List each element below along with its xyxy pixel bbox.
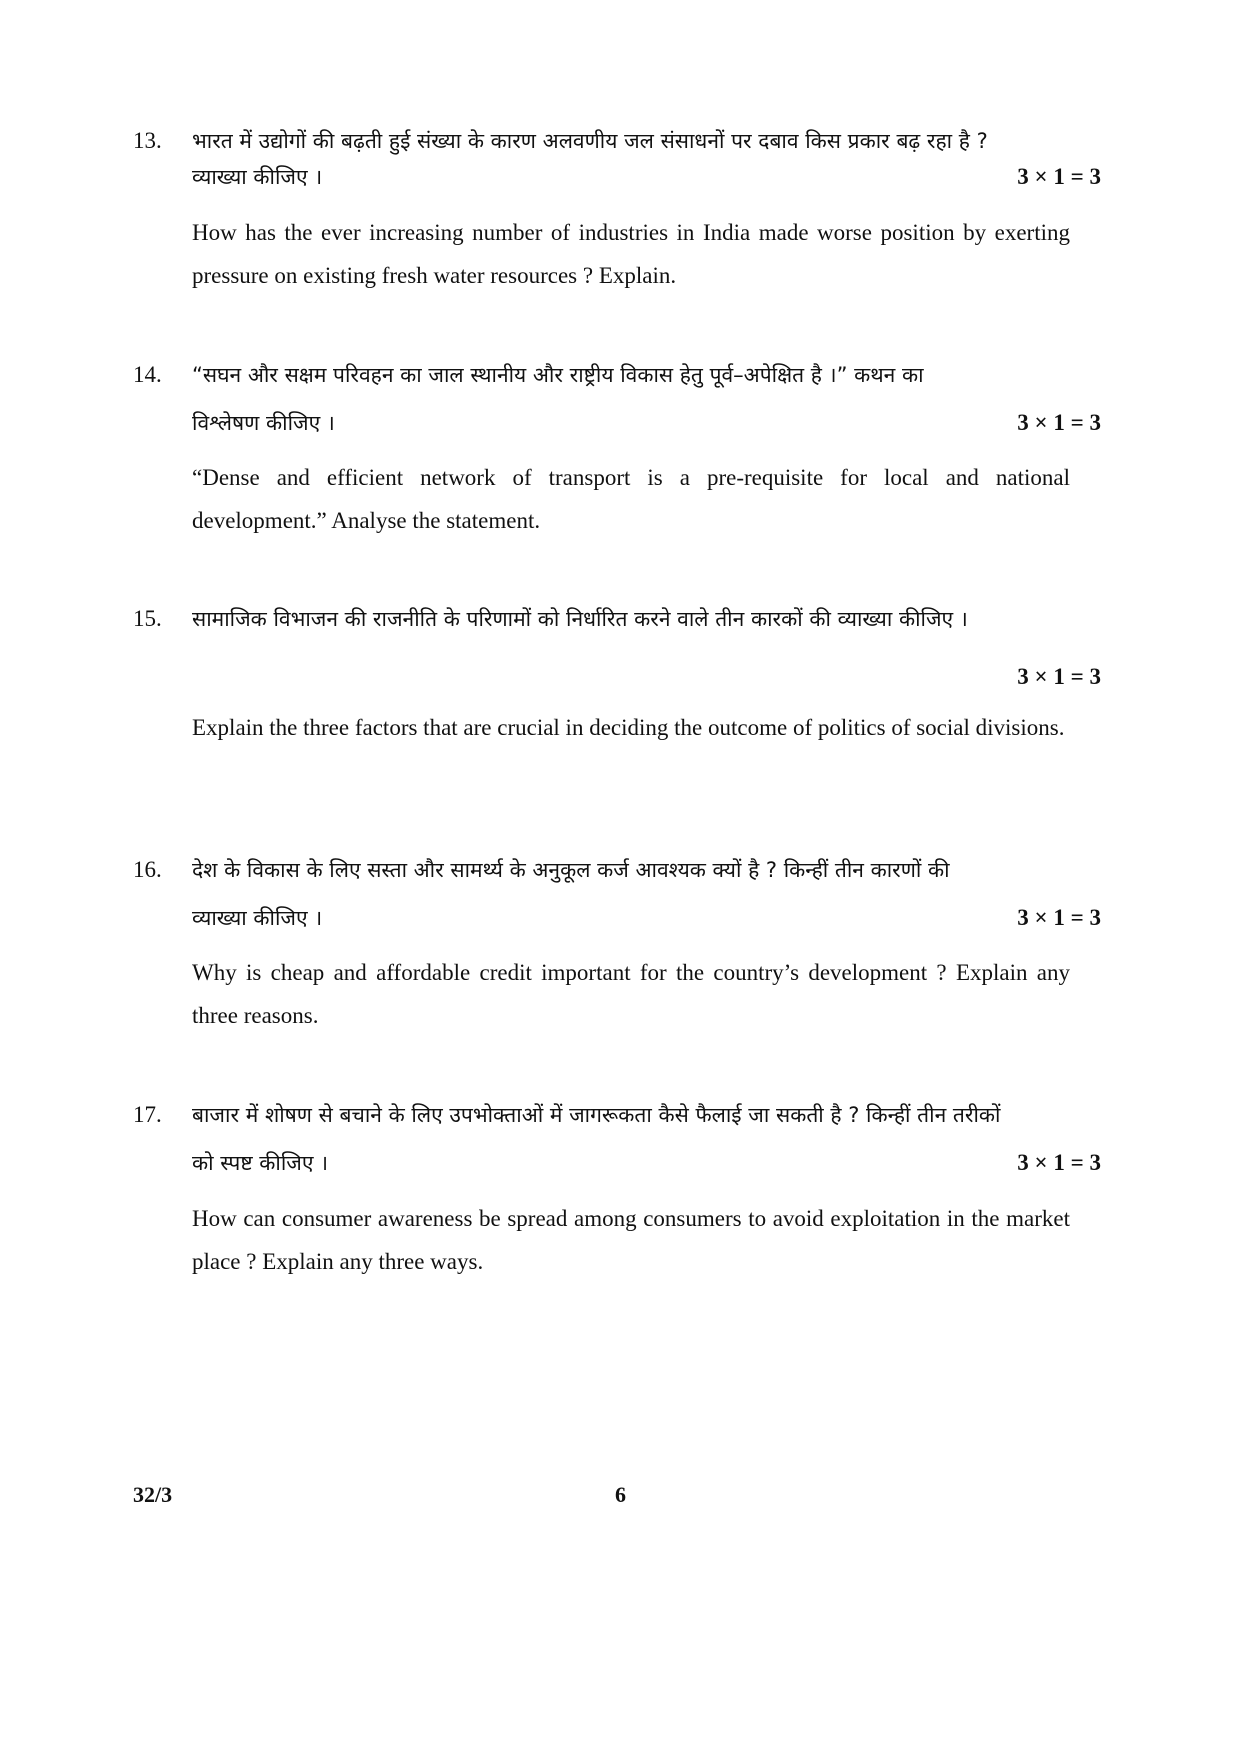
question-number: 17. (133, 1102, 162, 1127)
question-hindi-text: देश के विकास के लिए सस्ता और सामर्थ्य के अनुकूल कर्ज आवश्यक क्यों है ? किन्हीं तीन कारणों की (192, 858, 950, 882)
paper-code: 32/3 (133, 1482, 173, 1507)
question-marks: 3 × 1 = 3 (1017, 164, 1101, 189)
question-hindi-text-continued: को स्पष्ट कीजिए । (192, 1151, 329, 1175)
question-hindi-text-continued: व्याख्या कीजिए । (192, 906, 323, 930)
question-english-text: How can consumer awareness be spread among consumers to avoid exploitation in the market place ? Explain any three ways. (192, 1206, 1070, 1274)
question-english-text: “Dense and efficient network of transport is a pre-requisite for local and national development.” Analyse the statement. (192, 465, 1070, 533)
question-hindi-text: भारत में उद्योगों की बढ़ती हुई संख्या के कारण अलवणीय जल संसाधनों पर दबाव किस प्रकार बढ़ रहा है ? (192, 129, 988, 153)
question-english-text: Why is cheap and affordable credit important for the country’s development ? Explain any three reasons. (192, 960, 1070, 1028)
question-hindi-text: सामाजिक विभाजन की राजनीति के परिणामों को निर्धारित करने वाले तीन कारकों की व्याख्या कीजिए । (192, 607, 968, 631)
question-hindi-text: “सघन और सक्षम परिवहन का जाल स्थानीय और राष्ट्रीय विकास हेतु पूर्व–अपेक्षित है ।” कथन का (192, 363, 924, 387)
question-number: 15. (133, 606, 162, 631)
page-number: 6 (615, 1482, 626, 1507)
question-hindi-text-continued: व्याख्या कीजिए । (192, 165, 323, 189)
question-english-text: How has the ever increasing number of industries in India made worse position by exerting pressure on existing fresh water resources ? Explain. (192, 220, 1070, 288)
question-marks: 3 × 1 = 3 (1017, 905, 1101, 930)
question-number: 14. (133, 362, 162, 387)
question-marks: 3 × 1 = 3 (1017, 410, 1101, 435)
question-number: 13. (133, 128, 162, 153)
question-english-text: Explain the three factors that are crucial in deciding the outcome of politics of social divisions. (192, 715, 1065, 740)
question-hindi-text-continued: विश्लेषण कीजिए । (192, 411, 335, 435)
question-hindi-text: बाजार में शोषण से बचाने के लिए उपभोक्ताओं में जागरूकता कैसे फैलाई जा सकती है ? किन्हीं तीन तरीकों (192, 1103, 1001, 1127)
question-number: 16. (133, 857, 162, 882)
question-marks: 3 × 1 = 3 (1017, 1150, 1101, 1175)
question-marks: 3 × 1 = 3 (1017, 664, 1101, 689)
